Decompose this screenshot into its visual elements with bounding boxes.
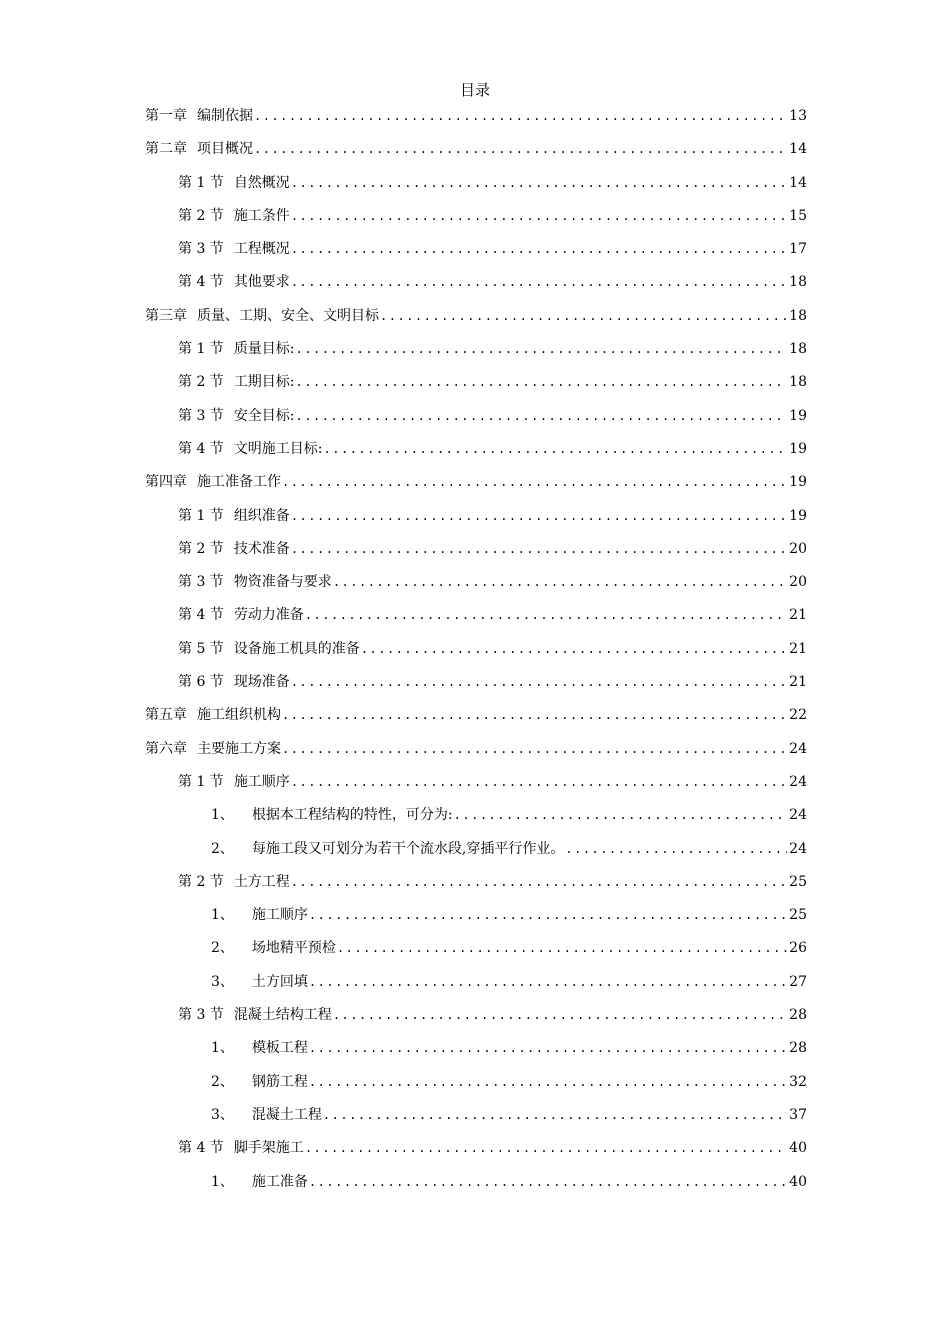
toc-entry[interactable]: [145, 872, 807, 905]
toc-entry-title: 混凝土结构工程: [233, 1007, 332, 1024]
toc-entry-label: [211, 905, 308, 925]
toc-entry-page-number: 22: [789, 707, 807, 724]
toc-entry-label: [178, 406, 295, 426]
toc-dot-leader: [305, 605, 787, 625]
toc-entry-number: 3、: [211, 1106, 234, 1123]
toc-entry-title: 项目概况: [197, 141, 253, 158]
toc-entry[interactable]: [145, 705, 807, 738]
toc-entry-number: 3、: [211, 973, 234, 990]
toc-entry-label: [145, 472, 281, 492]
toc-entry[interactable]: [145, 739, 807, 772]
toc-dot-leader: [254, 139, 787, 159]
toc-entry-number: 第 5 节: [178, 640, 224, 657]
toc-entry-label: [178, 339, 295, 359]
toc-entry-page-number: 18: [789, 341, 807, 358]
toc-entry-label: [178, 372, 295, 392]
toc-entry-number: 第 3 节: [178, 1007, 224, 1024]
toc-dot-leader: [309, 905, 787, 925]
toc-entry-page-number: 28: [789, 1007, 807, 1024]
toc-entry-label: [178, 439, 323, 459]
toc-entry-title: 土方回填: [251, 973, 308, 990]
toc-entry-number: 第二章: [145, 141, 187, 158]
toc-entry-number: 2、: [211, 840, 234, 857]
toc-entry-page-number: 25: [789, 873, 807, 890]
toc-entry-title: 自然概况: [233, 174, 290, 191]
toc-entry-page-number: 19: [789, 507, 807, 524]
toc-entry-page-number: 24: [789, 740, 807, 757]
toc-entry-page-number: 14: [789, 174, 807, 191]
toc-entry-number: 第 2 节: [178, 540, 224, 557]
toc-entry-title: 现场准备: [233, 674, 290, 691]
toc-entry-title: 脚手架施工: [233, 1140, 304, 1157]
toc-dot-leader: [337, 938, 787, 958]
toc-entry-label: [178, 272, 290, 292]
toc-entry-page-number: 40: [789, 1140, 807, 1157]
toc-entry-title: 模板工程: [251, 1040, 308, 1057]
toc-entry-title: 施工组织机构: [197, 707, 281, 724]
toc-dot-leader: [323, 1105, 787, 1125]
toc-entry[interactable]: [145, 339, 807, 372]
toc-entry-page-number: 19: [789, 440, 807, 457]
toc-entry-page-number: 24: [789, 773, 807, 790]
toc-entry-number: 第 4 节: [178, 274, 224, 291]
toc-entry-title: 质量、工期、安全、文明目标: [197, 307, 379, 324]
toc-entry-title: 施工顺序: [233, 773, 290, 790]
toc-entry[interactable]: [145, 106, 807, 139]
toc-entry-number: 第 4 节: [178, 1140, 224, 1157]
toc-entry-title: 物资准备与要求: [233, 574, 332, 591]
toc-entry[interactable]: [145, 972, 807, 1005]
toc-dot-leader: [291, 772, 787, 792]
toc-dot-leader: [380, 306, 787, 326]
toc-dot-leader: [291, 872, 787, 892]
toc-entry-title: 技术准备: [233, 540, 290, 557]
toc-entry-number: 第 2 节: [178, 207, 224, 224]
toc-entry[interactable]: [145, 1138, 807, 1171]
toc-entry-page-number: 24: [789, 840, 807, 857]
toc-entry-number: 第 2 节: [178, 374, 224, 391]
toc-entry-page-number: 20: [789, 574, 807, 591]
toc-entry-page-number: 15: [789, 207, 807, 224]
toc-list: [145, 106, 807, 1205]
toc-entry-number: 第 4 节: [178, 607, 224, 624]
toc-entry-number: 1、: [211, 1173, 234, 1190]
toc-entry-page-number: 20: [789, 540, 807, 557]
toc-entry-title: 编制依据: [197, 108, 253, 124]
toc-dot-leader: [454, 805, 787, 825]
toc-entry[interactable]: [145, 1072, 807, 1105]
toc-entry-title: 劳动力准备: [233, 607, 304, 624]
toc-entry-label: [211, 972, 308, 992]
toc-dot-leader: [296, 339, 787, 359]
toc-entry-label: [211, 1072, 308, 1092]
toc-dot-leader: [291, 272, 787, 292]
toc-entry[interactable]: [145, 1172, 807, 1205]
toc-entry-label: [145, 739, 281, 759]
toc-entry-page-number: 19: [789, 474, 807, 491]
toc-entry-page-number: 18: [789, 307, 807, 324]
toc-entry-page-number: 21: [789, 640, 807, 657]
toc-entry-number: 第 1 节: [178, 174, 224, 191]
toc-entry-number: 第 1 节: [178, 507, 224, 524]
toc-entry[interactable]: [145, 572, 807, 605]
toc-entry-number: 第 3 节: [178, 407, 224, 424]
toc-entry[interactable]: [145, 1005, 807, 1038]
toc-dot-leader: [254, 106, 787, 126]
toc-entry-number: 第 1 节: [178, 341, 224, 358]
toc-entry-number: 第四章: [145, 474, 187, 491]
toc-entry[interactable]: [145, 805, 807, 838]
toc-entry-number: 第 1 节: [178, 773, 224, 790]
toc-entry-page-number: 25: [789, 907, 807, 924]
toc-dot-leader: [291, 239, 787, 259]
toc-entry-label: [211, 1172, 308, 1192]
toc-entry-title: 其他要求: [233, 274, 290, 291]
toc-entry-title: 质量目标:: [233, 341, 295, 358]
toc-entry-page-number: 26: [789, 940, 807, 957]
toc-entry[interactable]: [145, 605, 807, 638]
toc-entry-page-number: 21: [789, 674, 807, 691]
toc-entry-number: 第 2 节: [178, 873, 224, 890]
toc-entry[interactable]: [145, 506, 807, 539]
toc-entry-label: [178, 239, 290, 259]
toc-entry[interactable]: [145, 1105, 807, 1138]
toc-entry-page-number: 37: [789, 1106, 807, 1123]
toc-entry-label: [178, 173, 290, 193]
toc-entry[interactable]: [145, 139, 807, 172]
toc-entry[interactable]: [145, 173, 807, 206]
toc-entry-number: 第五章: [145, 707, 187, 724]
toc-entry-label: [211, 839, 564, 859]
toc-entry-title: 施工顺序: [251, 907, 308, 924]
toc-entry-number: 2、: [211, 940, 234, 957]
toc-entry-label: [211, 938, 336, 958]
toc-entry[interactable]: [145, 672, 807, 705]
toc-entry[interactable]: [145, 439, 807, 472]
toc-entry-page-number: 24: [789, 807, 807, 824]
toc-entry-page-number: 18: [789, 274, 807, 291]
toc-entry-page-number: 13: [789, 108, 807, 124]
toc-entry-page-number: 28: [789, 1040, 807, 1057]
toc-entry-number: 第六章: [145, 740, 187, 757]
toc-dot-leader: [291, 206, 787, 226]
toc-entry-label: [211, 1038, 308, 1058]
toc-entry-title: 组织准备: [233, 507, 290, 524]
toc-dot-leader: [324, 439, 787, 459]
toc-entry[interactable]: [145, 938, 807, 971]
toc-entry-label: [211, 805, 453, 825]
toc-entry-title: 工期目标:: [233, 374, 295, 391]
toc-entry[interactable]: [145, 905, 807, 938]
toc-entry-label: [178, 605, 304, 625]
toc-dot-leader: [565, 839, 787, 859]
toc-dot-leader: [296, 406, 787, 426]
toc-entry-label: [178, 1005, 332, 1025]
toc-entry-title: 土方工程: [233, 873, 290, 890]
toc-dot-leader: [309, 972, 787, 992]
toc-entry[interactable]: [145, 472, 807, 505]
toc-entry-label: [178, 506, 290, 526]
toc-entry-title: 根据本工程结构的特性，可分为:: [251, 807, 453, 824]
toc-entry-label: [178, 1138, 304, 1158]
toc-entry-title: 施工准备: [251, 1173, 308, 1190]
toc-entry-number: 第 6 节: [178, 674, 224, 691]
toc-dot-leader: [282, 739, 787, 759]
toc-entry-title: 场地精平预检: [251, 940, 336, 957]
toc-entry-number: 1、: [211, 907, 234, 924]
toc-entry[interactable]: [145, 372, 807, 405]
toc-entry-title: 文明施工目标:: [233, 440, 323, 457]
toc-entry[interactable]: [145, 639, 807, 672]
toc-entry-label: [178, 672, 290, 692]
toc-entry-number: 第三章: [145, 307, 187, 324]
toc-entry-label: [178, 639, 360, 659]
toc-entry-label: [211, 1105, 322, 1125]
toc-dot-leader: [291, 539, 787, 559]
toc-entry-page-number: 14: [789, 141, 807, 158]
toc-entry[interactable]: [145, 839, 807, 872]
toc-entry-number: 第 4 节: [178, 440, 224, 457]
toc-entry-label: [145, 705, 281, 725]
toc-title: 目录: [459, 81, 490, 99]
toc-entry-label: [145, 306, 379, 326]
toc-dot-leader: [305, 1138, 787, 1158]
toc-entry-number: 第一章: [145, 108, 187, 124]
toc-dot-leader: [291, 173, 787, 193]
toc-entry[interactable]: [145, 406, 807, 439]
toc-entry-title: 工程概况: [233, 241, 290, 258]
toc-dot-leader: [291, 506, 787, 526]
toc-entry-label: [178, 572, 332, 592]
toc-entry-number: 1、: [211, 807, 234, 824]
toc-entry-number: 第 3 节: [178, 241, 224, 258]
toc-entry-title: 施工条件: [233, 207, 290, 224]
toc-dot-leader: [309, 1172, 787, 1192]
toc-dot-leader: [333, 1005, 787, 1025]
toc-dot-leader: [282, 472, 787, 492]
toc-entry[interactable]: [145, 1038, 807, 1071]
toc-entry-label: [178, 772, 290, 792]
toc-entry[interactable]: [145, 239, 807, 272]
toc-entry-page-number: 17: [789, 241, 807, 258]
toc-dot-leader: [296, 372, 787, 392]
toc-entry-title: 施工准备工作: [197, 474, 281, 491]
toc-entry-title: 主要施工方案: [197, 740, 281, 757]
toc-entry[interactable]: [145, 539, 807, 572]
toc-dot-leader: [282, 705, 787, 725]
toc-entry[interactable]: [145, 206, 807, 239]
toc-entry[interactable]: [145, 772, 807, 805]
toc-entry-title: 混凝土工程: [251, 1106, 322, 1123]
toc-entry-label: [178, 539, 290, 559]
toc-entry-page-number: 40: [789, 1173, 807, 1190]
toc-entry-title: 安全目标:: [233, 407, 295, 424]
toc-entry-page-number: 18: [789, 374, 807, 391]
toc-entry-label: [145, 106, 253, 126]
toc-entry-number: 2、: [211, 1073, 234, 1090]
toc-entry[interactable]: [145, 272, 807, 305]
toc-entry-label: [145, 139, 253, 159]
toc-entry-title: 钢筋工程: [251, 1073, 308, 1090]
toc-entry-page-number: 27: [789, 973, 807, 990]
toc-entry-title: 每施工段又可划分为若干个流水段,穿插平行作业。: [251, 840, 565, 857]
toc-dot-leader: [309, 1038, 787, 1058]
toc-entry-page-number: 19: [789, 407, 807, 424]
toc-dot-leader: [309, 1072, 787, 1092]
toc-entry-label: [178, 206, 290, 226]
toc-entry-page-number: 32: [789, 1073, 807, 1090]
toc-entry-number: 1、: [211, 1040, 234, 1057]
toc-dot-leader: [333, 572, 787, 592]
toc-entry-page-number: 21: [789, 607, 807, 624]
toc-entry-title: 设备施工机具的准备: [233, 640, 360, 657]
toc-entry-label: [178, 872, 290, 892]
toc-entry-number: 第 3 节: [178, 574, 224, 591]
toc-entry[interactable]: [145, 306, 807, 339]
toc-dot-leader: [361, 639, 787, 659]
toc-dot-leader: [291, 672, 787, 692]
